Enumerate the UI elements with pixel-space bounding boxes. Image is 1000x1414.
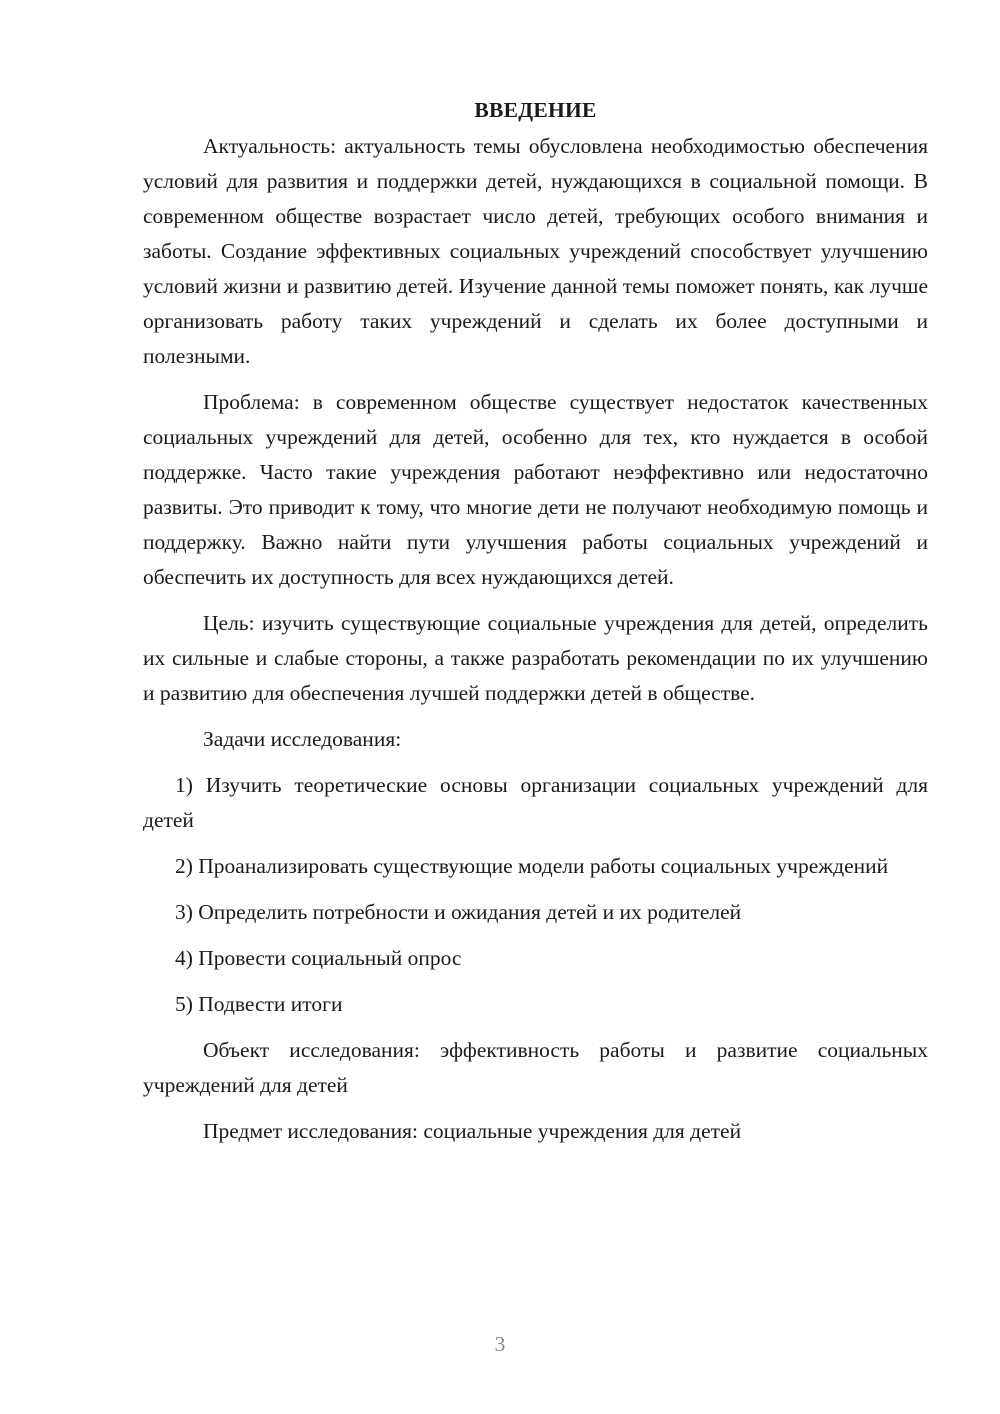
task-item-2: 2) Проанализировать существующие модели работы социальных учреждений — [175, 854, 889, 878]
paragraph-subject: Предмет исследования: социальные учреждения для детей — [203, 1119, 742, 1143]
tasks-heading: Задачи исследования: — [203, 727, 402, 751]
task-item-5: 5) Подвести итоги — [175, 992, 343, 1016]
page-title: ВВЕДЕНИЕ — [474, 98, 597, 122]
document-page — [143, 92, 928, 1160]
task-item-3: 3) Определить потребности и ожидания детей и их родителей — [175, 900, 742, 924]
task-item-4: 4) Провести социальный опрос — [175, 946, 462, 970]
page-number: 3 — [494, 1332, 506, 1356]
paragraph-goal: Цель: изучить существующие социальные учреждения для детей, определить их сильные и слабые стороны, а также разработать рекомендации по их улучшению и развитию для обеспечения лучшей поддержки детей в обществе. — [143, 611, 928, 705]
task-item-1: 1) Изучить теоретические основы организации социальных учреждений для детей — [143, 773, 928, 832]
paragraph-relevance: Актуальность: актуальность темы обусловлена необходимостью обеспечения условий для развития и поддержки детей, нуждающихся в социальной помощи. В современном обществе возрастает число детей, требующих особого внимания и заботы. Создание эффективных социальных учреждений способствует улучшению условий жизни и развитию детей. Изучение данной темы поможет понять, как лучше организовать работу таких учреждений и сделать их более доступными и полезными. — [143, 134, 928, 368]
paragraph-problem: Проблема: в современном обществе существует недостаток качественных социальных учреждений для детей, особенно для тех, кто нуждается в особой поддержке. Часто такие учреждения работают неэффективно или недостаточно развиты. Это приводит к тому, что многие дети не получают необходимую помощь и поддержку. Важно найти пути улучшения работы социальных учреждений и обеспечить их доступность для всех нуждающихся детей. — [143, 390, 928, 589]
paragraph-object: Объект исследования: эффективность работы и развитие социальных учреждений для детей — [143, 1038, 928, 1097]
